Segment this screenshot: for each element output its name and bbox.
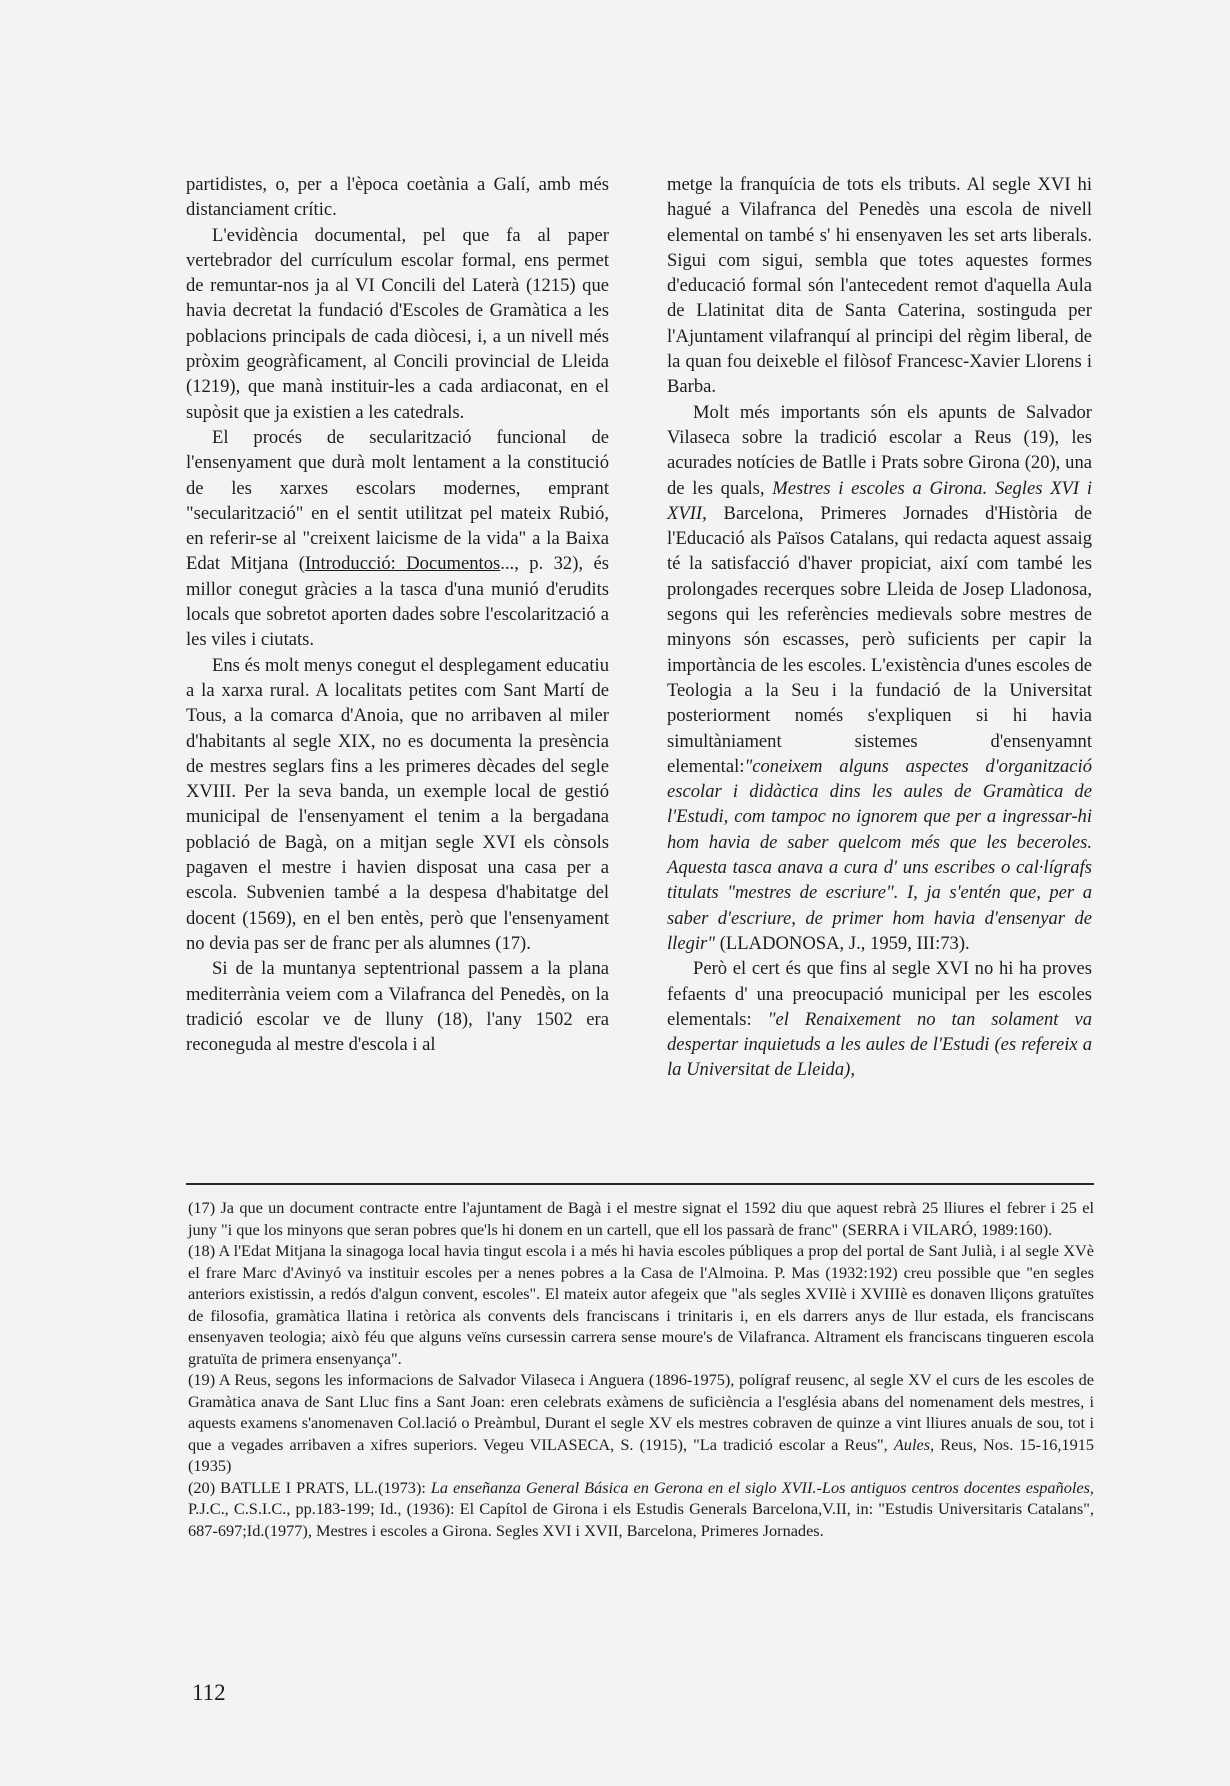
paragraph-text: Però el cert és que fins al segle XVI no hi ha proves fefaents d' una preocupació municipal per les escoles elementals: [667,958,1092,1030]
paragraph-text: Molt més importants són els apunts de Salvador Vilaseca sobre la tradició escolar a Reus (19), les acurades notícies de Batlle i Prats sobre Girona (20), una de les quals, [667,401,1092,499]
paragraph: Si de la muntanya septentrional passem a la plana mediterrània veiem com a Vilafranca del Penedès, on la tradició escolar ve de lluny (18), l'any 1502 era reconeguda al mestre d'escola i al [186,958,609,1056]
footnotes [188,1197,1094,1541]
paragraph: Ens és molt menys conegut el desplegament educatiu a la xarxa rural. A localitats petites com Sant Martí de Tous, a la comarca d'Anoia, que no arribaven al miler d'habitants al segle XIX, no es documenta la presència de mestres seglars fins a les primeres dècades del segle XVIII. Per la seva banda, un exemple local de gestió municipal de l'ensenyament el tenim a la bergadana població de Bagà, on a mitjan segle XVI els cònsols pagaven el mestre i havien disposat una casa per a escola. Subvenien també a la despesa d'habitatge del docent (1569), en el ben entès, però que l'ensenyament no devia pas ser de franc per als alumnes (17). [186,654,609,954]
journal-title: Aules, [893,1434,935,1454]
paragraph [667,400,1092,957]
paragraph: metge la franquícia de tots els tributs. Al segle XVI hi hagué a Vilafranca del Penedès una escola de nivell elemental on també s' hi ensenyaven les set arts liberals. Sigui com sigui, sembla que totes aquestes formes d'educació formal són l'antecedent remot d'aquella Aula de Llatinitat dita de Santa Caterina, sostinguda per l'Ajuntament vilafranquí al principi del règim liberal, de la quan fou deixeble el filòsof Francesc-Xavier Llorens i Barba. [667,174,1092,398]
footnote-19 [188,1369,1094,1477]
page-number: 112 [192,1680,226,1705]
footnote-text: P.J.C., C.S.I.C., pp.183-199; Id., (1936): El Capítol de Girona i els Estudis Generals Barcelona,V.II, in: "Estudis Universitaris Catalans", 687-697;Id.(1977), Mestres i escoles a Girona. Segles XVI i XVII, Barcelona, Primeres Jornades. [188,1499,1094,1540]
footnote-text: (19) A Reus, segons les informacions de Salvador Vilaseca i Anguera (1896-1975), polígraf reusenc, al segle XV el curs de les escoles de Gramàtica anava de Sant Lluc fins a Sant Joan: eren celebrats exàmens de suficiència a l'església abans del nomenament dels mestres, i aquests examens s'anomenaven Col.lació o Preàmbul, Durant el segle XV els mestres cobraven de quinze a vint lliures anuals de sou, tot i que a vegades arribaven a xifres superiors. Vegeu VILASECA, S. (1915), "La tradició escolar a Reus", [188,1370,1094,1454]
paragraph: L'evidència documental, pel que fa al paper vertebrador del currículum escolar formal, ens permet de remuntar-nos ja al VI Concili del Laterà (1215) que havia decretat la fundació d'Escoles de Gramàtica a les poblacions principals de cada diòcesi, i, a un nivell més pròxim geogràficament, al Concili provincial de Lleida (1219), que manà instituir-les a cada ardiaconat, en el supòsit que ja existien a les catedrals. [186,224,609,423]
footnote-text: (20) BATLLE I PRATS, LL.(1973): [188,1477,431,1497]
paragraph-text: El procés de secularització funcional de l'ensenyament que durà molt lentament a la constitució de les xarxes escolars modernes, emprant "secularització" en el sentit utilitzat pel mateix Rubió, en referir-se al "creixent laicisme de la vida" a la Baixa Edat Mitjana ( [186,426,609,575]
right-column [667,172,1092,1083]
footnote-divider [186,1183,1094,1185]
footnote-18: (18) A l'Edat Mitjana la sinagoga local havia tingut escola i a més hi havia escoles públiques a prop del portal de Sant Julià, i al segle XVè el frare Marc d'Avinyó va instituir escoles per a nenes pobres a la Casa de l'Almoina. P. Mas (1932:192) creu possible que "en segles anteriors existissin, a redós d'algun convent, escoles". El mateix autor afegeix que "als segles XVIIè i XVIIIè es donaven lliçons gratuïtes de filosofia, gramàtica llatina i retòrica als convents dels franciscans i trinitaris i, en els darrers anys de llur estada, els franciscans ensenyaven teologia; això féu que alguns veïns cursessin carrera sense moure's de Vilafranca. Altrament els franciscans tingueren escola gratuïta de primera ensenyança". [188,1241,1094,1368]
left-column [186,172,609,1057]
book-title: La enseñanza General Básica en Gerona en el siglo XVII.-Los antiguos centros docentes españoles, [430,1477,1094,1497]
paragraph-text: , Barcelona, Primeres Jornades d'Història de l'Educació als Països Catalans, qui redacta aquest assaig té la satisfacció d'haver propiciat, així com també les prolongades recerques sobre Lleida de Josep Lladonosa, segons qui les referències medievals sobre mestres de minyons són escasses, però suficients per capir la importància de les escoles. L'existència d'unes escoles de Teologia a la Seu i la fundació de la Universitat posteriorment només s'expliquen si hi havia simultàniament sistemes d'ensenyamnt elemental: [667,502,1092,777]
footnote-17: (17) Ja que un document contracte entre l'ajuntament de Bagà i el mestre signat el 1592 diu que aquest rebrà 25 lliures el febrer i 25 el juny "i que los minyons que seran pobres que'ls hi donem en un cartell, que ell los passarà de franc" (SERRA i VILARÓ, 1989:160). [188,1198,1094,1239]
reference-title: Introducció: Documentos [304,553,501,575]
citation: (LLADONOSA, J., 1959, III:73). [715,932,970,954]
footnote-text: Reus, Nos. 15-16,1915 (1935) [188,1434,1094,1475]
quotation: "el Renaixement no tan solament va despertar inquietuds a les aules de l'Estudi (es refereix a la Universitat de Lleida), [667,1008,1093,1081]
paragraph-text: ..., p. 32), és millor conegut gràcies a la tasca d'una munió d'erudits locals que sobretot aporten dades sobre l'escolarització a les viles i ciutats. [186,553,609,651]
book-title: Mestres i escoles a Girona. Segles XVI i XVII [667,477,1092,524]
quotation: "coneixem alguns aspectes d'organització escolar i didàctica dins les aules de Gramàtica de l'Estudi, com tampoc no ignorem que per a ingressar-hi hom havia de saber quelcom més que les beceroles. Aquesta tasca anava a cura d' uns escribes o cal·lígrafs titulats "mestres de escriure". I, ja s'entén que, per a saber d'escriure, de primer hom havia d'ensenyar de llegir" [667,755,1092,954]
paragraph [667,956,1092,1082]
paragraph: partidistes, o, per a l'època coetània a Galí, amb més distanciament crític. [186,174,609,221]
footnote-20 [188,1477,1094,1542]
paragraph [186,425,609,653]
